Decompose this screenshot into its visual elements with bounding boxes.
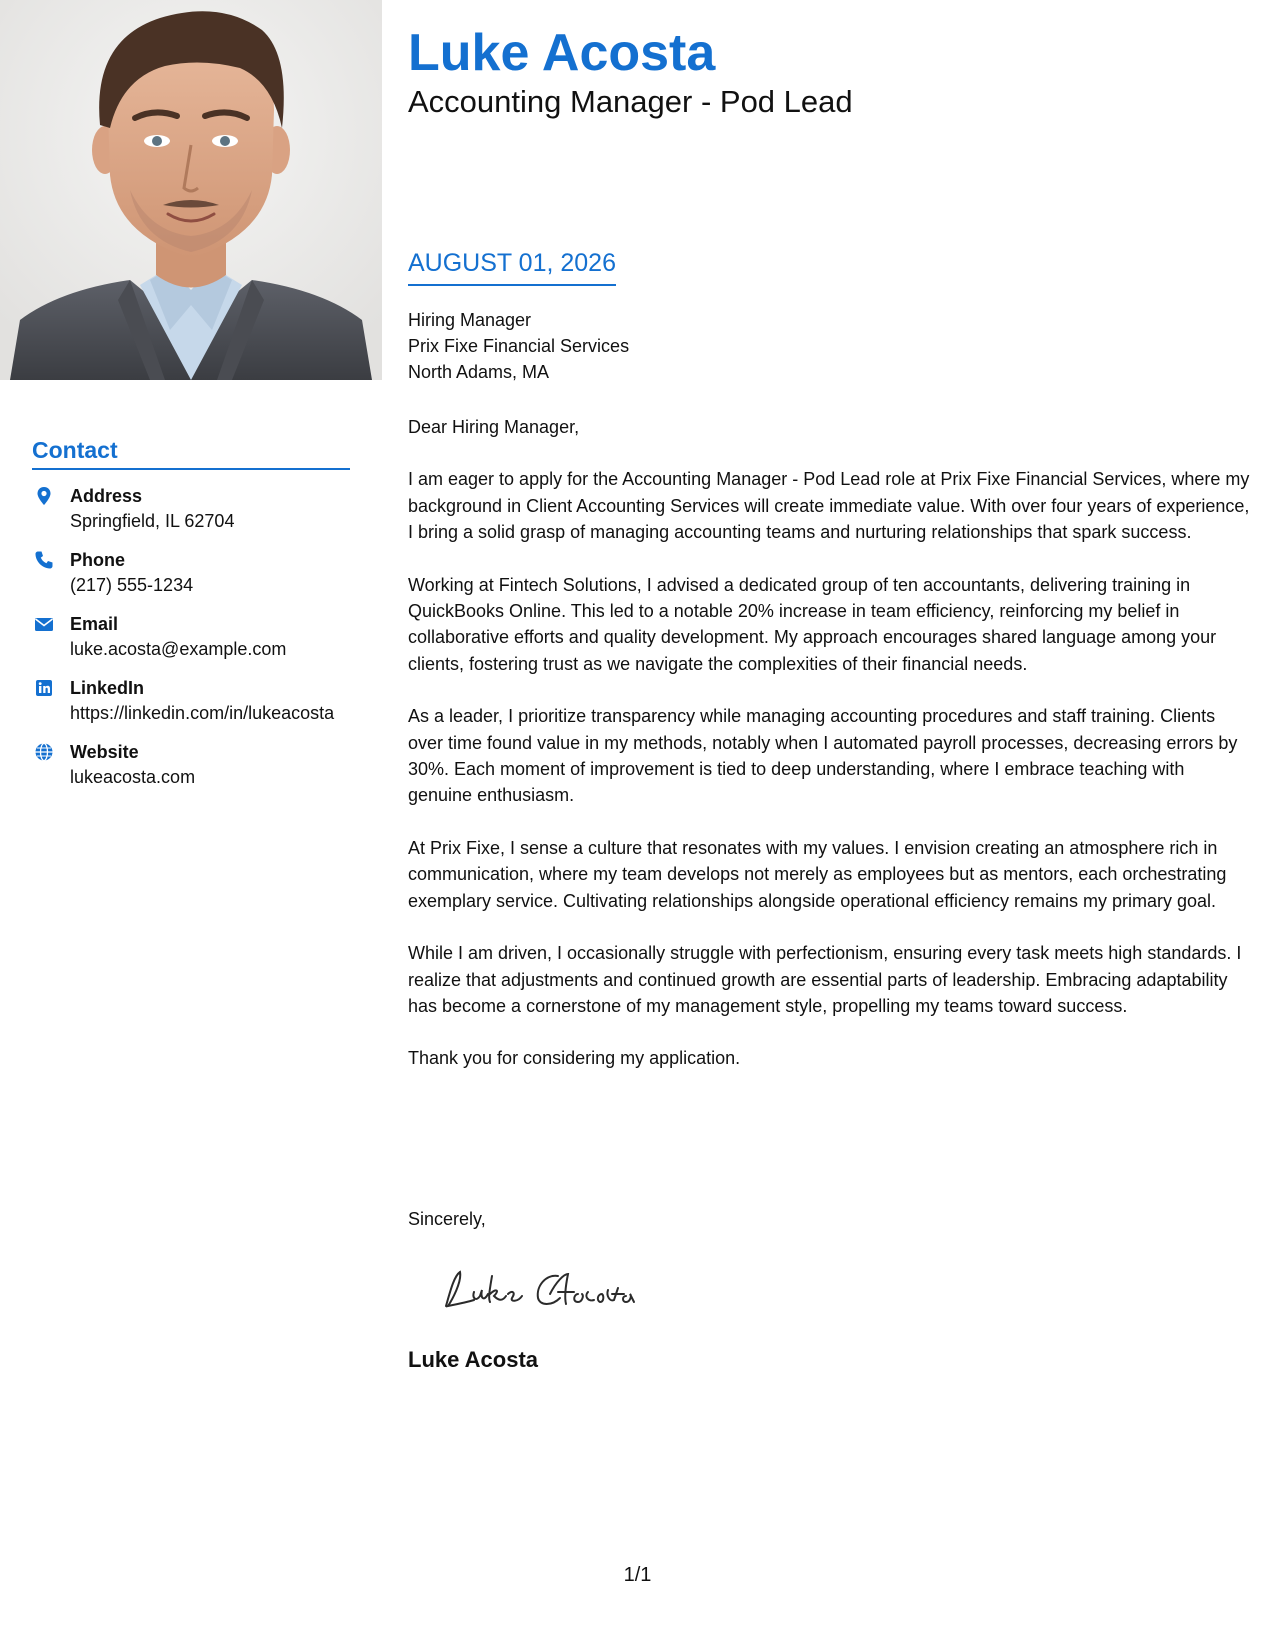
globe-icon	[34, 742, 54, 762]
contact-item-website	[32, 740, 350, 790]
signature-image	[438, 1262, 638, 1318]
contact-section	[32, 437, 350, 790]
paragraph: At Prix Fixe, I sense a culture that resonates with my values. I envision creating an atmosphere rich in communication, where my team develops not merely as employees but as mentors, each orchestrating exemplary service. Cultivating relationships alongside operational efficiency remains my primary goal.	[408, 837, 1227, 911]
contact-label: Address	[70, 486, 143, 506]
phone-icon	[34, 550, 54, 570]
email-value: luke.acosta@example.com	[70, 639, 287, 659]
website-value[interactable]: lukeacosta.com	[70, 767, 196, 787]
envelope-icon	[34, 614, 54, 634]
contact-label: Phone	[70, 550, 126, 570]
paragraph: Working at Fintech Solutions, I advised a dedicated group of ten accountants, delivering training in QuickBooks Online. This led to a notable 20% increase in team efficiency, reinforcing my belief in collaborative efforts and quality development. My approach encourages shared language among your clients, fostering trust as we navigate the complexities of their financial needs.	[408, 574, 1217, 674]
paragraph: As a leader, I prioritize transparency while managing accounting procedures and staff training. Clients over time found value in my methods, notably when I automated payroll processes, decreasing errors by 30%. Each moment of improvement is tied to deep understanding, where I embrace teaching with genuine enthusiasm.	[408, 706, 1238, 806]
salutation: Dear Hiring Manager,	[408, 417, 580, 437]
recipient-line: Prix Fixe Financial Services	[408, 336, 630, 356]
contact-item-address	[32, 484, 350, 534]
contact-label: LinkedIn	[70, 678, 145, 698]
contact-item-phone	[32, 548, 350, 598]
contact-label: Website	[70, 742, 139, 762]
phone-value: (217) 555-1234	[70, 575, 194, 595]
contact-label: Email	[70, 614, 119, 634]
contact-item-email	[32, 612, 350, 662]
letter-body	[408, 414, 1253, 1098]
linkedin-value[interactable]: https://linkedin.com/in/lukeacosta	[70, 703, 335, 723]
paragraph: While I am driven, I occasionally struggle with perfectionism, ensuring every task meets high standards. I realize that adjustments and continued growth are essential parts of leadership. Embracing adaptability has become a cornerstone of my management style, propelling my teams toward success.	[408, 943, 1242, 1016]
contact-heading: Contact	[32, 437, 350, 470]
letter-date: AUGUST 01, 2026	[408, 248, 616, 286]
contact-item-linkedin	[32, 676, 350, 726]
paragraph: I am eager to apply for the Accounting Manager - Pod Lead role at Prix Fixe Financial Services, where my background in Client Accounting Services will create immediate value. With over four years of experience, I bring a solid grasp of managing accounting teams and nurturing relationships that spark success.	[408, 469, 1250, 543]
recipient-block	[408, 307, 629, 385]
recipient-line: Hiring Manager	[408, 310, 532, 330]
recipient-line: North Adams, MA	[408, 362, 550, 382]
profile-photo	[0, 0, 382, 380]
signer-name: Luke Acosta	[408, 1347, 539, 1372]
applicant-name: Luke Acosta	[408, 24, 716, 82]
address-value: Springfield, IL 62704	[70, 511, 235, 531]
linkedin-icon	[34, 678, 54, 698]
paragraph: Thank you for considering my application.	[408, 1048, 741, 1069]
map-pin-icon	[34, 486, 54, 506]
applicant-job-title: Accounting Manager - Pod Lead	[408, 84, 853, 119]
sidebar	[0, 0, 382, 1650]
page-number: 1/1	[623, 1564, 652, 1586]
closing: Sincerely,	[408, 1209, 486, 1229]
